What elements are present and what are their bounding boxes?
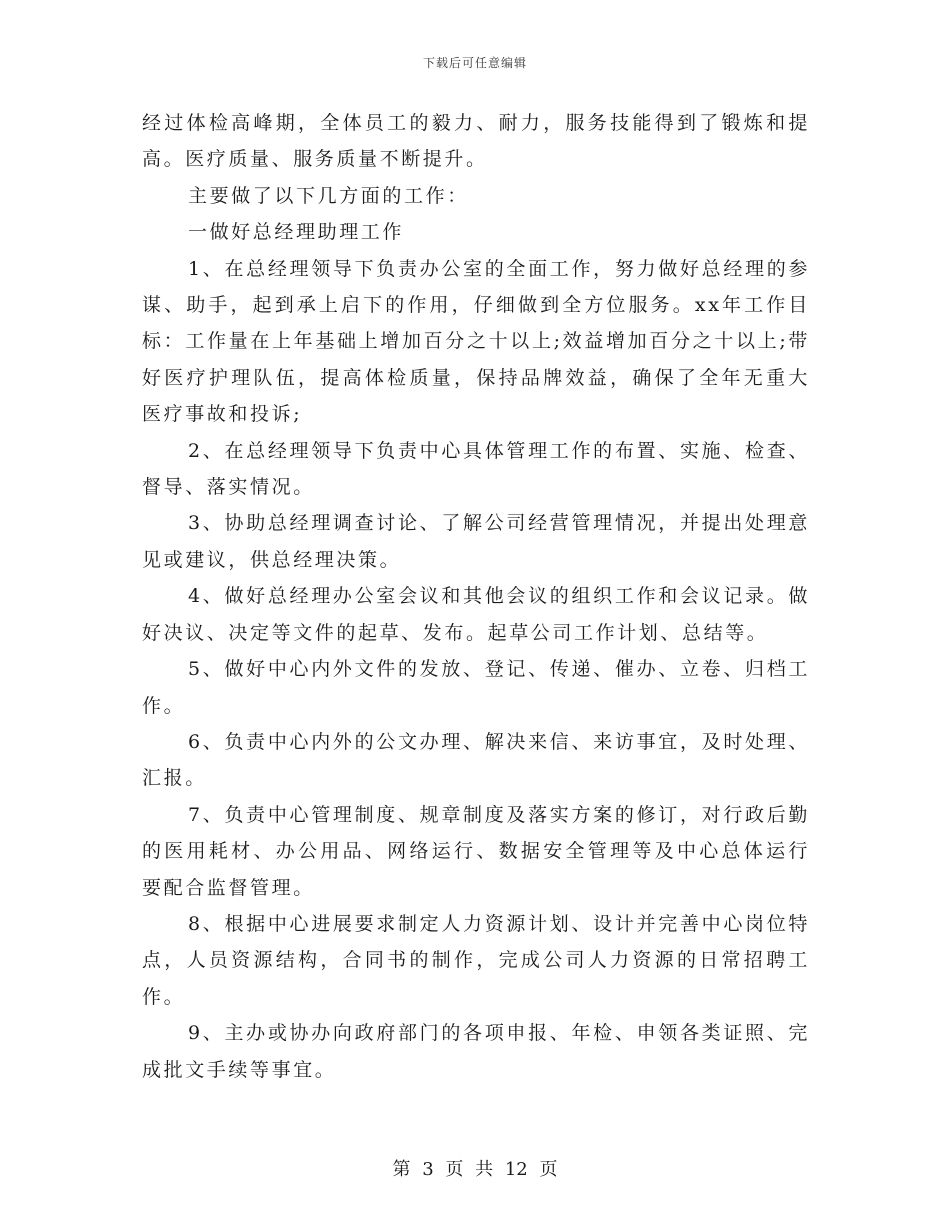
list-item: 5、做好中心内外文件的发放、登记、传递、催办、立卷、归档工作。 xyxy=(142,658,810,717)
list-item: 4、做好总经理办公室会议和其他会议的组织工作和会议记录。做好决议、决定等文件的起草、发布。起草公司工作计划、总结等。 xyxy=(142,585,810,644)
list-item: 2、在总经理领导下负责中心具体管理工作的布置、实施、检查、督导、落实情况。 xyxy=(142,439,810,499)
page-number: 第 3 页 共 12 页 xyxy=(392,1159,558,1180)
list-item: 9、主办或协办向政府部门的各项申报、年检、申领各类证照、完成批文手续等事宜。 xyxy=(142,1022,810,1081)
section-heading: 一做好总经理助理工作 xyxy=(188,221,405,244)
list-item: 7、负责中心管理制度、规章制度及落实方案的修订，对行政后勤的医用耗材、办公用品、网络运行、数据安全管理等及中心总体运行要配合监督管理。 xyxy=(142,803,810,899)
list-item: 3、协助总经理调查讨论、了解公司经营管理情况，并提出处理意见或建议，供总经理决策。 xyxy=(142,512,810,571)
list-item: 6、负责中心内外的公文办理、解决来信、来访事宜，及时处理、汇报。 xyxy=(142,730,810,790)
list-item: 1、在总经理领导下负责办公室的全面工作，努力做好总经理的参谋、助手，起到承上启下的作用，仔细做到全方位服务。xx年工作目标：工作量在上年基础上增加百分之十以上;效益增加百分之十以上;带好医疗护理队伍，提高体检质量，保持品牌效益，确保了全年无重大医疗事故和投诉; xyxy=(142,257,810,426)
paragraph: 经过体检高峰期，全体员工的毅力、耐力，服务技能得到了锻炼和提高。医疗质量、服务质量不断提升。 xyxy=(142,112,810,171)
list-item: 8、根据中心进展要求制定人力资源计划、设计并完善中心岗位特点，人员资源结构，合同书的制作，完成公司人力资源的日常招聘工作。 xyxy=(142,912,810,1008)
document-body xyxy=(142,105,810,1088)
page-header: 下载后可任意编辑 xyxy=(422,56,527,70)
paragraph: 主要做了以下几方面的工作： xyxy=(188,184,469,207)
